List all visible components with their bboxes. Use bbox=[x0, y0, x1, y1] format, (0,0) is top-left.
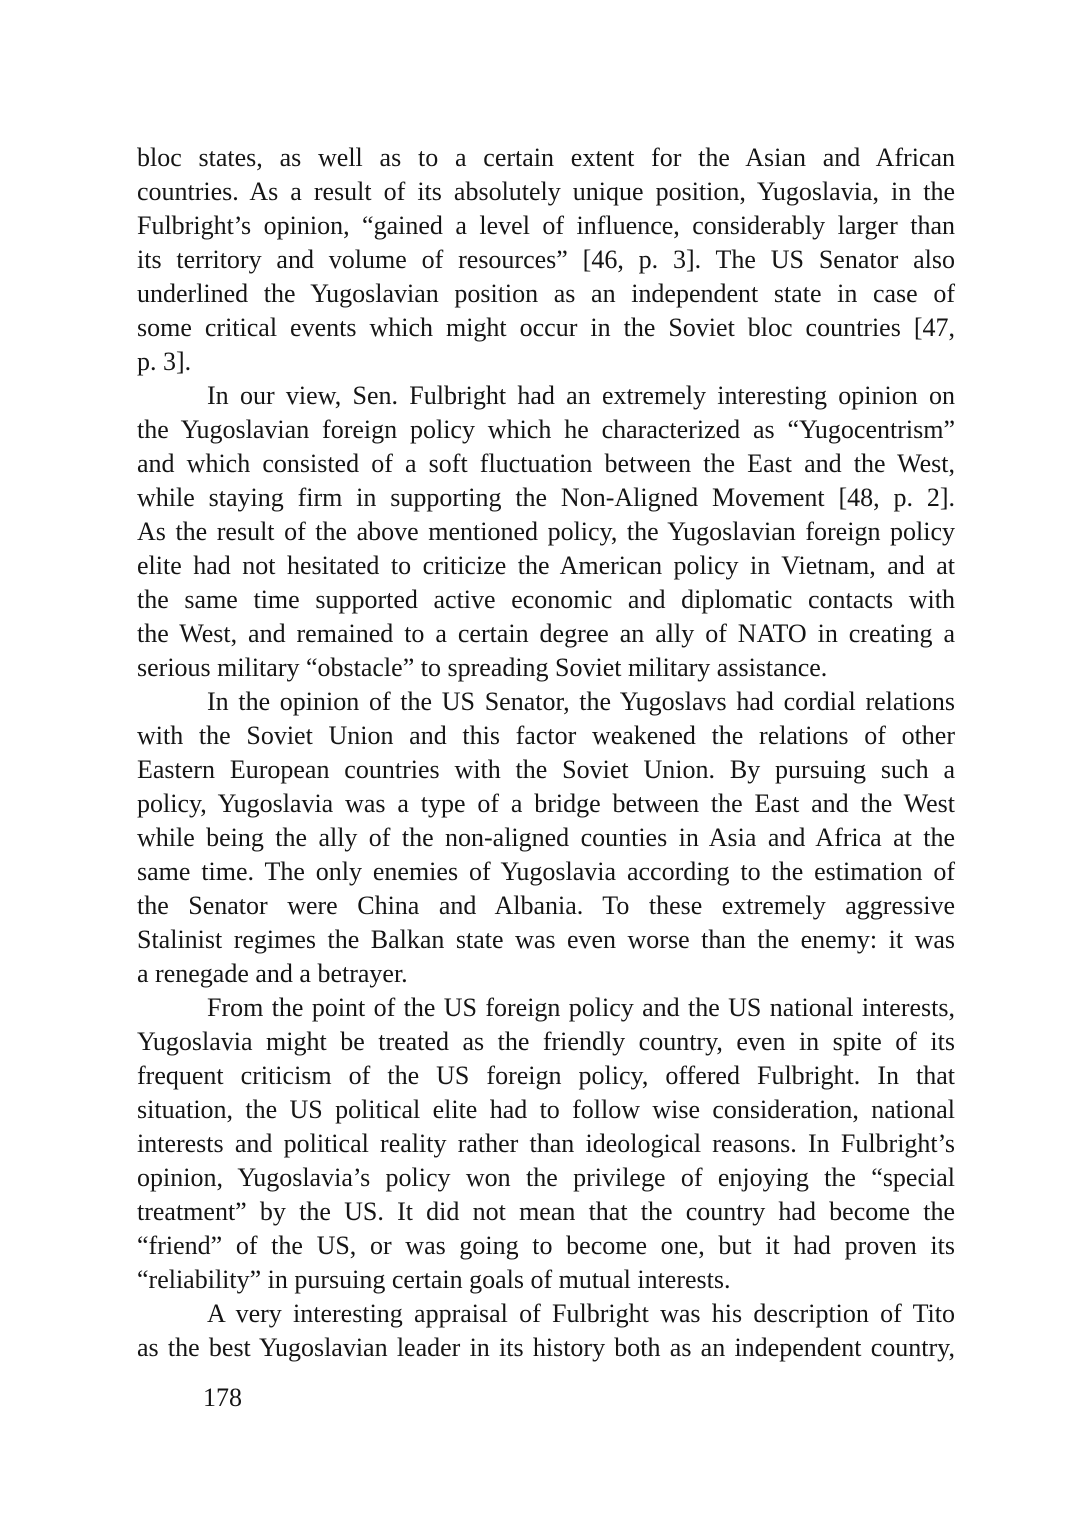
text-line: frequent criticism of the US foreign policy, offered Fulbright. In that bbox=[137, 1061, 955, 1090]
text-line: while staying firm in supporting the Non-Aligned Movement [48, p. 2]. bbox=[137, 483, 955, 512]
text-line: the Yugoslavian foreign policy which he characterized as “Yugocentrism” bbox=[137, 415, 955, 444]
text-line: elite had not hesitated to criticize the American policy in Vietnam, and at bbox=[137, 551, 955, 580]
text-line: In our view, Sen. Fulbright had an extremely interesting opinion on bbox=[207, 381, 955, 410]
page-number: 178 bbox=[203, 1383, 242, 1412]
paragraph bbox=[137, 141, 955, 379]
text-line: Yugoslavia might be treated as the friendly country, even in spite of its bbox=[137, 1027, 955, 1056]
text-line: interests and political reality rather than ideological reasons. In Fulbright’s bbox=[137, 1129, 955, 1158]
text-line: the Senator were China and Albania. To these extremely aggressive bbox=[137, 891, 955, 920]
text-line: some critical events which might occur in the Soviet bloc countries [47, bbox=[137, 313, 955, 342]
text-line: while being the ally of the non-aligned counties in Asia and Africa at the bbox=[137, 823, 955, 852]
text-line: p. 3]. bbox=[137, 347, 192, 376]
text-line: In the opinion of the US Senator, the Yugoslavs had cordial relations bbox=[207, 687, 955, 716]
text-line: the West, and remained to a certain degree an ally of NATO in creating a bbox=[137, 619, 955, 648]
text-line: As the result of the above mentioned policy, the Yugoslavian foreign policy bbox=[137, 517, 955, 546]
text-line: A very interesting appraisal of Fulbright was his description of Tito bbox=[207, 1299, 955, 1328]
text-line: countries. As a result of its absolutely unique position, Yugoslavia, in the bbox=[137, 177, 955, 206]
paragraph bbox=[137, 991, 955, 1297]
text-line: underlined the Yugoslavian position as an independent state in case of bbox=[137, 279, 955, 308]
text-line: opinion, Yugoslavia’s policy won the privilege of enjoying the “special bbox=[137, 1163, 955, 1192]
text-line: and which consisted of a soft fluctuation between the East and the West, bbox=[137, 449, 955, 478]
text-line: policy, Yugoslavia was a type of a bridge between the East and the West bbox=[137, 789, 955, 818]
text-line: treatment” by the US. It did not mean that the country had become the bbox=[137, 1197, 955, 1226]
text-line: with the Soviet Union and this factor weakened the relations of other bbox=[137, 721, 955, 750]
paragraph bbox=[137, 379, 955, 685]
text-line: serious military “obstacle” to spreading Soviet military assistance. bbox=[137, 653, 828, 682]
paragraph bbox=[137, 1297, 955, 1365]
text-block bbox=[137, 141, 955, 1365]
text-line: the same time supported active economic and diplomatic contacts with bbox=[137, 585, 955, 614]
text-line: a renegade and a betrayer. bbox=[137, 959, 408, 988]
text-line: its territory and volume of resources” [46, p. 3]. The US Senator also bbox=[137, 245, 955, 274]
text-line: same time. The only enemies of Yugoslavia according to the estimation of bbox=[137, 857, 955, 886]
text-line: Stalinist regimes the Balkan state was even worse than the enemy: it was bbox=[137, 925, 955, 954]
text-line: Fulbright’s opinion, “gained a level of influence, considerably larger than bbox=[137, 211, 955, 240]
text-line: From the point of the US foreign policy and the US national interests, bbox=[207, 993, 955, 1022]
text-line: bloc states, as well as to a certain extent for the Asian and African bbox=[137, 143, 955, 172]
text-line: “friend” of the US, or was going to become one, but it had proven its bbox=[137, 1231, 955, 1260]
text-line: “reliability” in pursuing certain goals of mutual interests. bbox=[137, 1265, 731, 1294]
text-line: as the best Yugoslavian leader in its history both as an independent country, bbox=[137, 1333, 955, 1362]
text-line: situation, the US political elite had to follow wise consideration, national bbox=[137, 1095, 955, 1124]
paragraph bbox=[137, 685, 955, 991]
text-line: Eastern European countries with the Soviet Union. By pursuing such a bbox=[137, 755, 955, 784]
